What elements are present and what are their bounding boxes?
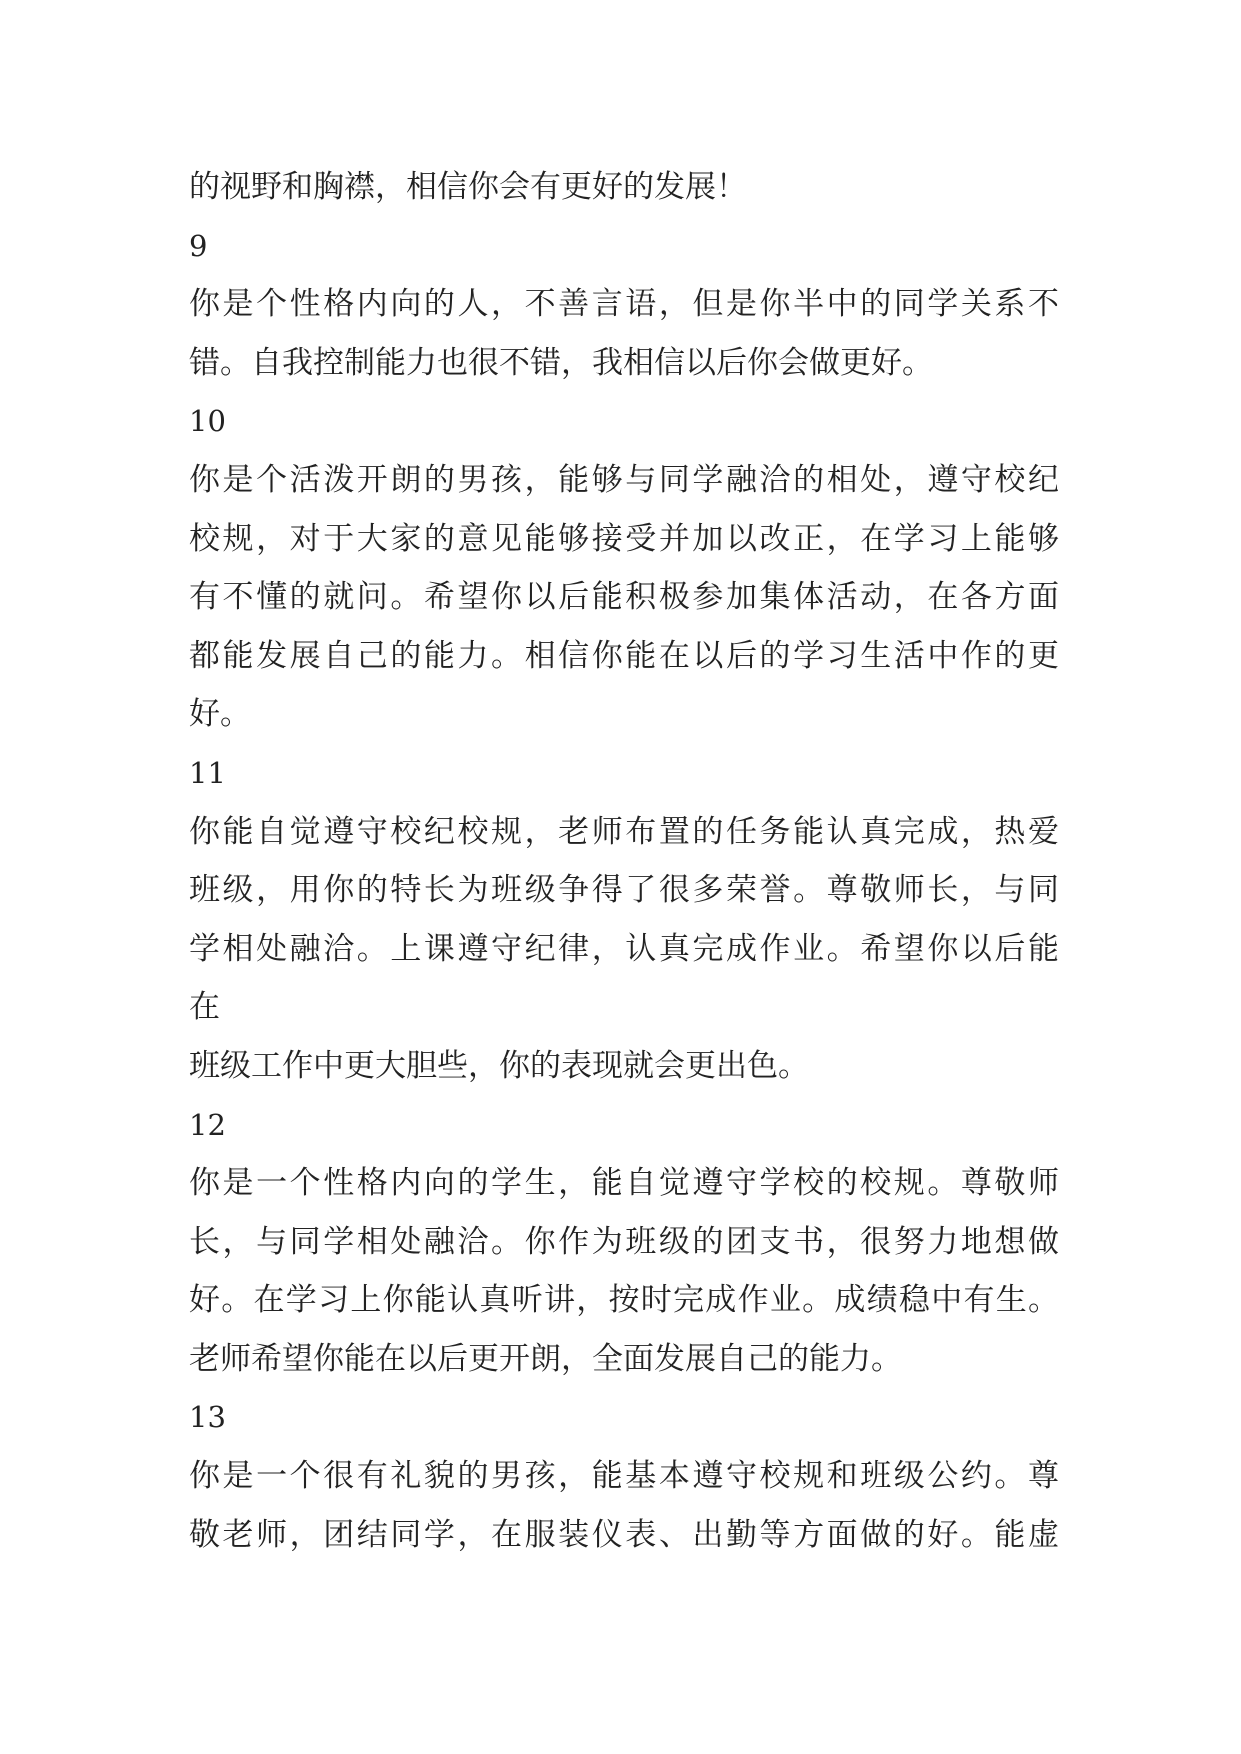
entry-number: 13 (189, 1400, 226, 1435)
text-line: 都能发展自己的能力。相信你能在以后的学习生活中作的更 (189, 637, 1059, 674)
entry-number: 12 (189, 1107, 226, 1142)
text-line: 错。自我控制能力也很不错，我相信以后你会做更好。 (189, 344, 933, 381)
text-line: 校规，对于大家的意见能够接受并加以改正，在学习上能够 (189, 520, 1059, 557)
text-line: 你是一个很有礼貌的男孩，能基本遵守校规和班级公约。尊 (189, 1458, 1059, 1495)
text-line: 有不懂的就问。希望你以后能积极参加集体活动，在各方面 (189, 579, 1059, 616)
text-line: 好。 (189, 696, 251, 733)
text-line: 班级工作中更大胆些，你的表现就会更出色。 (189, 1047, 809, 1084)
text-line: 你是个性格内向的人，不善言语，但是你半中的同学关系不 (189, 286, 1059, 323)
text-line: 老师希望你能在以后更开朗，全面发展自己的能力。 (189, 1340, 902, 1377)
entry-number: 11 (189, 755, 226, 790)
entry-number: 9 (189, 228, 208, 263)
text-line: 学相处融洽。上课遵守纪律，认真完成作业。希望你以后能 (189, 930, 1059, 967)
text-line: 你能自觉遵守校纪校规，老师布置的任务能认真完成，热爱 (189, 813, 1059, 850)
document-body (189, 158, 1059, 1564)
text-line: 敬老师，团结同学，在服装仪表、出勤等方面做的好。能虚 (189, 1516, 1059, 1553)
entry-number: 10 (189, 404, 226, 439)
text-line: 好。在学习上你能认真听讲，按时完成作业。成绩稳中有生。 (189, 1282, 1059, 1319)
text-line: 班级，用你的特长为班级争得了很多荣誉。尊敬师长，与同 (189, 872, 1059, 909)
text-line: 在 (189, 989, 220, 1026)
text-line: 的视野和胸襟，相信你会有更好的发展！ (189, 169, 747, 205)
text-line: 你是个活泼开朗的男孩，能够与同学融洽的相处，遵守校纪 (189, 461, 1059, 498)
text-line: 长，与同学相处融洽。你作为班级的团支书，很努力地想做 (189, 1223, 1059, 1260)
text-line: 你是一个性格内向的学生，能自觉遵守学校的校规。尊敬师 (189, 1165, 1059, 1202)
